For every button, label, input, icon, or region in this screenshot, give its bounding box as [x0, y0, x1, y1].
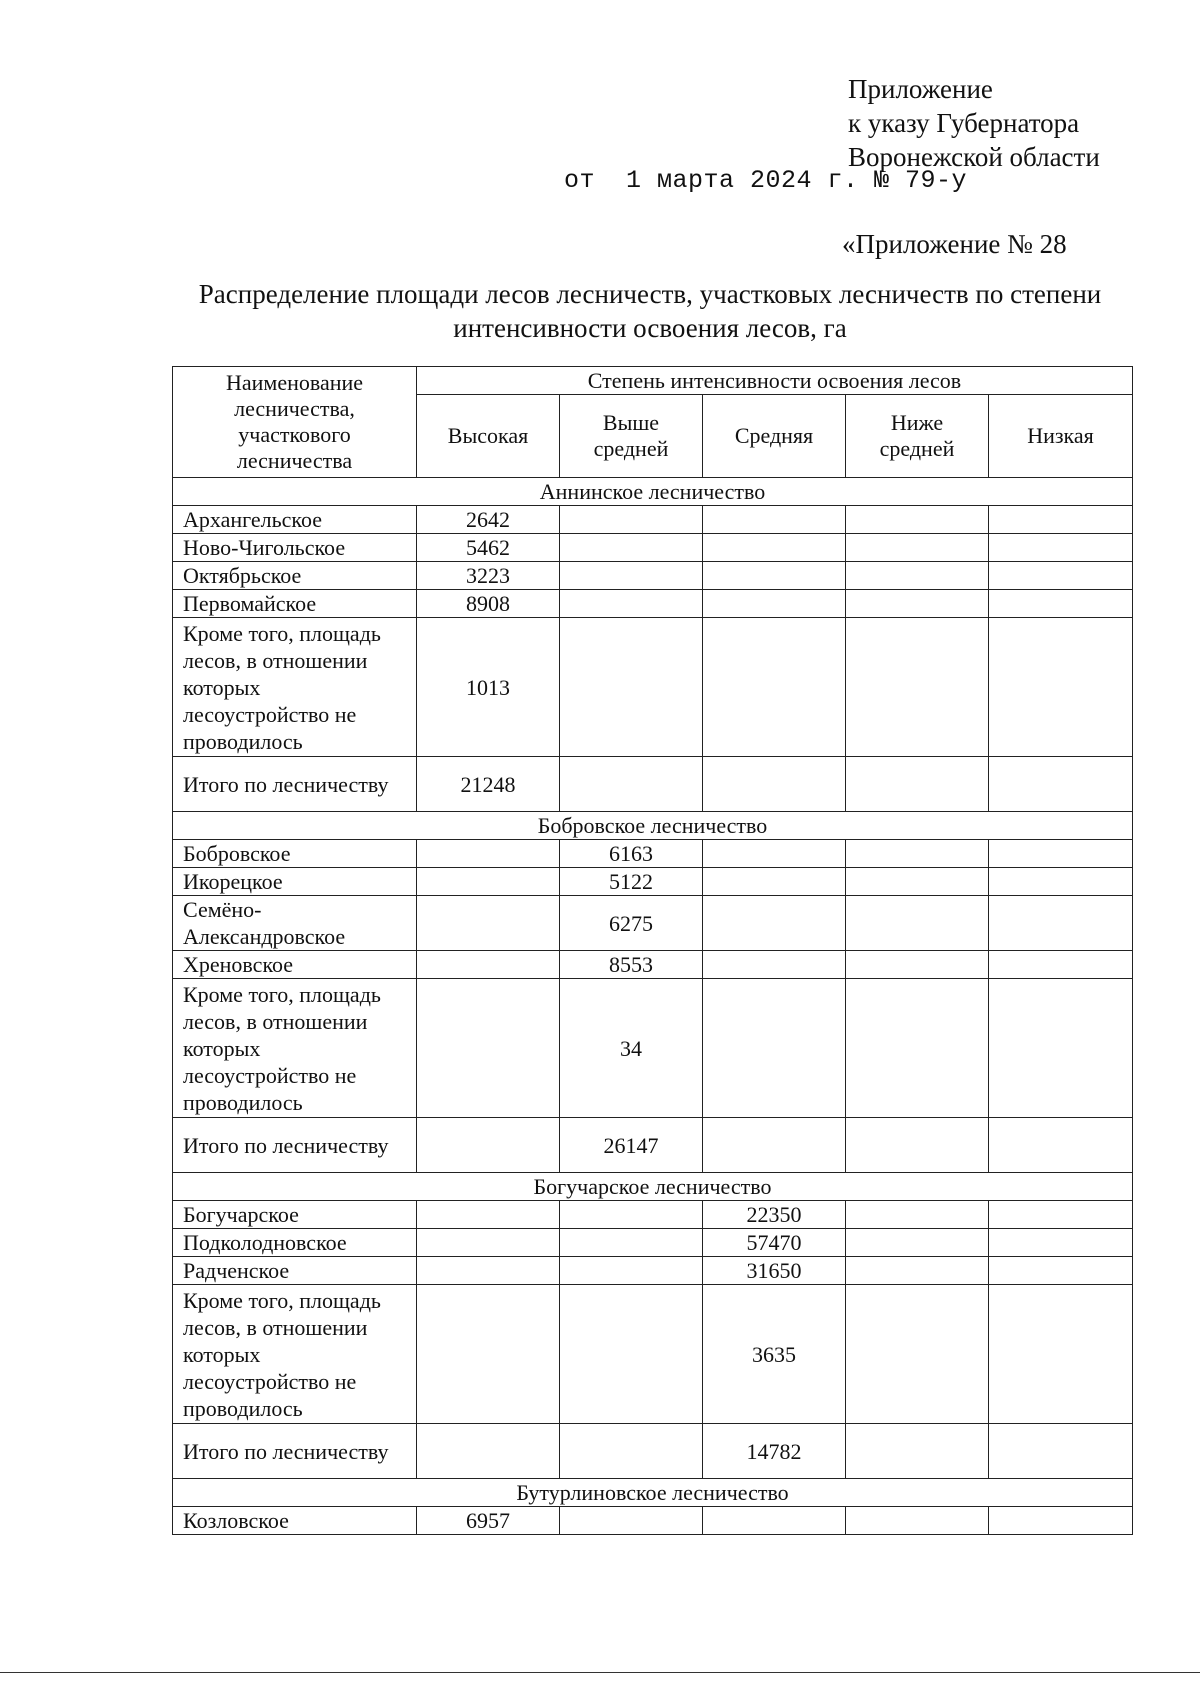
row-name-cell: Хреновское — [173, 951, 417, 979]
value-cell — [846, 1229, 989, 1257]
value-cell: 34 — [560, 979, 703, 1118]
distribution-table — [172, 366, 1133, 1535]
row-name-cell: Кроме того, площадь лесов, в отношении которых лесоустройство не проводилось — [173, 618, 417, 757]
row-name-cell: Октябрьское — [173, 562, 417, 590]
value-cell — [846, 562, 989, 590]
distribution-table-wrapper — [172, 366, 1132, 1535]
row-name-cell: Первомайское — [173, 590, 417, 618]
row-name-cell: Итого по лесничеству — [173, 1424, 417, 1479]
value-cell: 3223 — [417, 562, 560, 590]
value-cell — [846, 1201, 989, 1229]
value-cell — [560, 562, 703, 590]
value-cell — [846, 868, 989, 896]
value-cell — [417, 840, 560, 868]
row-name-cell: Семёно-Александровское — [173, 896, 417, 951]
value-cell — [989, 868, 1133, 896]
value-cell — [560, 506, 703, 534]
value-cell: 57470 — [703, 1229, 846, 1257]
value-cell — [989, 979, 1133, 1118]
header-line-3: Воронежской области — [848, 142, 1100, 172]
value-cell — [846, 506, 989, 534]
section-title: Бобровское лесничество — [173, 812, 1133, 840]
table-body — [173, 478, 1133, 1535]
value-cell: 6163 — [560, 840, 703, 868]
value-cell — [703, 562, 846, 590]
value-cell — [417, 896, 560, 951]
value-cell — [703, 534, 846, 562]
value-cell: 5462 — [417, 534, 560, 562]
value-cell: 8553 — [560, 951, 703, 979]
value-cell — [846, 951, 989, 979]
section-row — [173, 478, 1133, 506]
section-row — [173, 812, 1133, 840]
value-cell — [989, 840, 1133, 868]
value-cell — [560, 618, 703, 757]
value-cell — [846, 979, 989, 1118]
row-name-cell: Ново-Чигольское — [173, 534, 417, 562]
value-cell — [703, 1507, 846, 1535]
value-cell — [560, 590, 703, 618]
value-cell — [989, 757, 1133, 812]
appendix-number: «Приложение № 28 — [842, 229, 1067, 259]
value-cell — [846, 1118, 989, 1173]
table-row — [173, 1507, 1133, 1535]
row-name-cell: Радченское — [173, 1257, 417, 1285]
col-header-name: Наименование лесничества, участкового лесничества — [173, 367, 417, 478]
value-cell — [846, 590, 989, 618]
value-cell — [417, 951, 560, 979]
value-cell — [846, 896, 989, 951]
value-cell — [560, 1229, 703, 1257]
section-row — [173, 1479, 1133, 1507]
section-title: Аннинское лесничество — [173, 478, 1133, 506]
col-header-low: Низкая — [989, 395, 1133, 478]
value-cell — [560, 1257, 703, 1285]
table-row — [173, 562, 1133, 590]
value-cell: 1013 — [417, 618, 560, 757]
value-cell — [560, 1424, 703, 1479]
table-row — [173, 868, 1133, 896]
table-row — [173, 1201, 1133, 1229]
col-group-header: Степень интенсивности освоения лесов — [417, 367, 1133, 395]
table-row — [173, 1229, 1133, 1257]
value-cell: 2642 — [417, 506, 560, 534]
table-row — [173, 1285, 1133, 1424]
value-cell — [417, 979, 560, 1118]
value-cell — [417, 1229, 560, 1257]
order-reference: от 1 марта 2024 г. № 79-у — [564, 166, 968, 195]
col-header-below-average: Ниже средней — [846, 395, 989, 478]
document-title — [160, 277, 1140, 345]
row-name-cell: Икорецкое — [173, 868, 417, 896]
value-cell — [989, 534, 1133, 562]
value-cell — [989, 1257, 1133, 1285]
col-header-high: Высокая — [417, 395, 560, 478]
title-line-1: Распределение площади лесов лесничеств, участковых лесничеств по степени — [198, 279, 1102, 309]
value-cell: 14782 — [703, 1424, 846, 1479]
col-header-above-average: Выше средней — [560, 395, 703, 478]
value-cell: 8908 — [417, 590, 560, 618]
footer-rule — [0, 1672, 1200, 1673]
value-cell — [989, 951, 1133, 979]
table-row — [173, 534, 1133, 562]
value-cell: 6275 — [560, 896, 703, 951]
value-cell — [703, 506, 846, 534]
table-row — [173, 840, 1133, 868]
value-cell — [989, 562, 1133, 590]
value-cell: 21248 — [417, 757, 560, 812]
value-cell — [560, 534, 703, 562]
value-cell — [560, 1201, 703, 1229]
value-cell: 22350 — [703, 1201, 846, 1229]
row-name-cell: Кроме того, площадь лесов, в отношении которых лесоустройство не проводилось — [173, 979, 417, 1118]
section-title: Богучарское лесничество — [173, 1173, 1133, 1201]
section-title: Бутурлиновское лесничество — [173, 1479, 1133, 1507]
value-cell — [560, 1507, 703, 1535]
value-cell — [417, 1118, 560, 1173]
row-name-cell: Архангельское — [173, 506, 417, 534]
value-cell — [417, 1201, 560, 1229]
value-cell — [846, 1285, 989, 1424]
value-cell — [417, 868, 560, 896]
row-name-cell: Итого по лесничеству — [173, 757, 417, 812]
table-row — [173, 896, 1133, 951]
value-cell — [846, 1424, 989, 1479]
value-cell — [417, 1257, 560, 1285]
table-row — [173, 1424, 1133, 1479]
value-cell — [846, 757, 989, 812]
value-cell — [703, 618, 846, 757]
value-cell — [989, 1285, 1133, 1424]
row-name-cell: Козловское — [173, 1507, 417, 1535]
value-cell — [560, 757, 703, 812]
value-cell — [560, 1285, 703, 1424]
table-row — [173, 506, 1133, 534]
value-cell — [417, 1424, 560, 1479]
value-cell — [989, 506, 1133, 534]
value-cell — [703, 868, 846, 896]
value-cell — [989, 1424, 1133, 1479]
table-row — [173, 618, 1133, 757]
table-row — [173, 951, 1133, 979]
row-name-cell: Итого по лесничеству — [173, 1118, 417, 1173]
value-cell: 26147 — [560, 1118, 703, 1173]
section-row — [173, 1173, 1133, 1201]
value-cell — [989, 618, 1133, 757]
title-line-2: интенсивности освоения лесов, га — [453, 313, 847, 343]
table-row — [173, 1257, 1133, 1285]
value-cell — [703, 896, 846, 951]
value-cell: 3635 — [703, 1285, 846, 1424]
header-line-2: к указу Губернатора — [848, 108, 1080, 138]
value-cell — [846, 1507, 989, 1535]
value-cell — [703, 951, 846, 979]
value-cell — [846, 534, 989, 562]
value-cell — [846, 1257, 989, 1285]
value-cell — [989, 1229, 1133, 1257]
table-row — [173, 757, 1133, 812]
row-name-cell: Богучарское — [173, 1201, 417, 1229]
table-row — [173, 979, 1133, 1118]
table-row — [173, 1118, 1133, 1173]
value-cell — [703, 1118, 846, 1173]
value-cell — [846, 840, 989, 868]
value-cell — [703, 757, 846, 812]
value-cell — [989, 1507, 1133, 1535]
row-name-cell: Бобровское — [173, 840, 417, 868]
table-row — [173, 590, 1133, 618]
row-name-cell: Кроме того, площадь лесов, в отношении которых лесоустройство не проводилось — [173, 1285, 417, 1424]
value-cell — [989, 1118, 1133, 1173]
row-name-cell: Подколодновское — [173, 1229, 417, 1257]
value-cell: 5122 — [560, 868, 703, 896]
value-cell — [417, 1285, 560, 1424]
header-line-1: Приложение — [848, 74, 993, 104]
value-cell — [703, 979, 846, 1118]
col-header-average: Средняя — [703, 395, 846, 478]
value-cell — [703, 840, 846, 868]
value-cell — [989, 590, 1133, 618]
value-cell — [989, 896, 1133, 951]
value-cell — [703, 590, 846, 618]
value-cell — [846, 618, 989, 757]
value-cell — [989, 1201, 1133, 1229]
value-cell: 6957 — [417, 1507, 560, 1535]
value-cell: 31650 — [703, 1257, 846, 1285]
appendix-header — [848, 72, 1168, 174]
